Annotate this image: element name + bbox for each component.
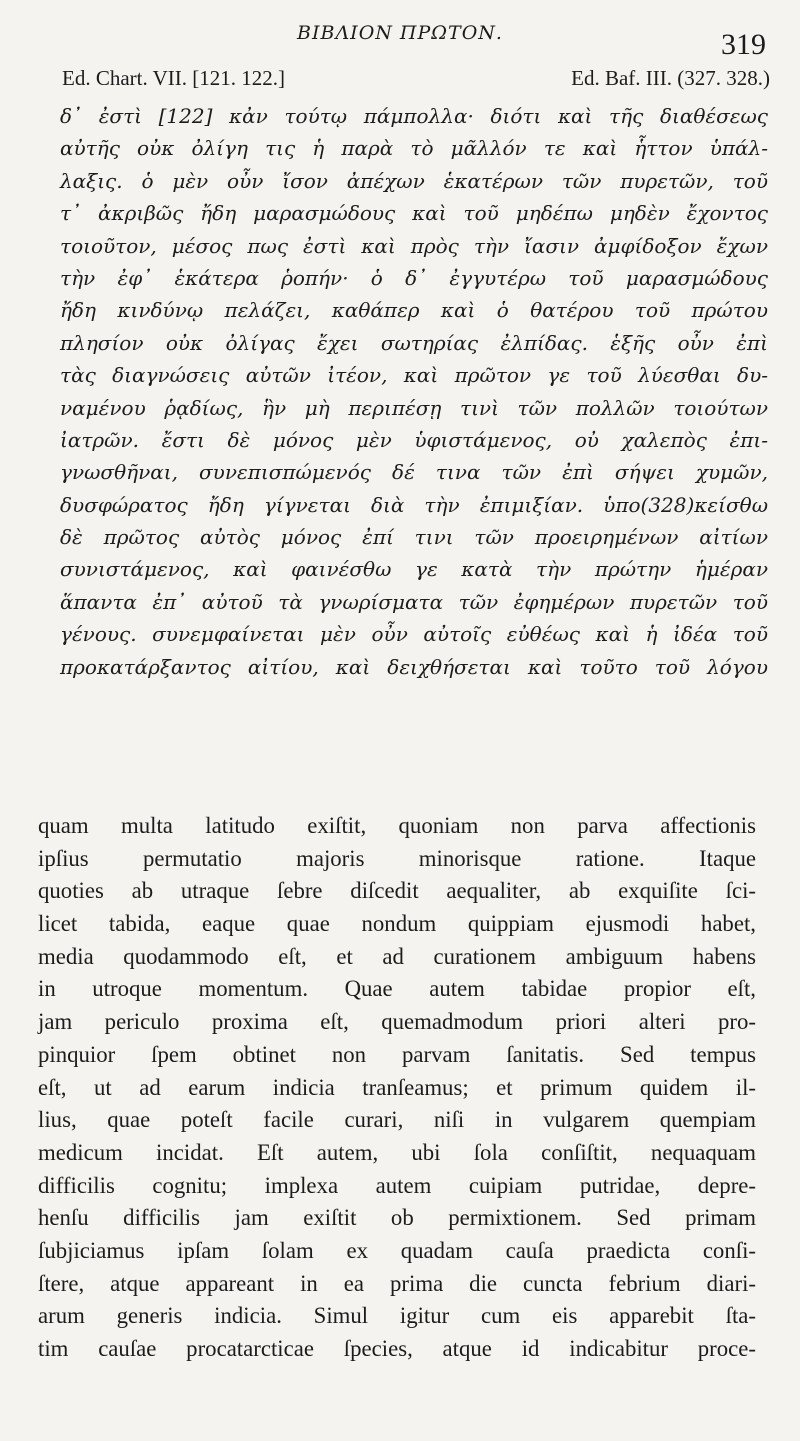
greek-text-line: ἰατρῶν. ἔστι δὲ μόνος μὲν ὑφιστάμενος, οὐ χαλεπὸς ἐπι- [60,427,768,452]
page-number: 319 [721,28,766,61]
running-title: ΒΙΒΛΙΟΝ ΠΡΩΤΟΝ. [297,22,503,44]
greek-text-line: τ᾽ ἀκριβῶς ἤδη μαρασμώδους καὶ τοῦ μηδέπω μηδὲν ἔχοντος [60,201,768,226]
latin-text-line: ipſius permutatio majoris minorisque ratione. Itaque [38,845,756,871]
latin-text-line: ſtere, atque appareant in ea prima die cuncta febrium diari- [38,1270,756,1296]
edition-references [62,66,770,91]
edition-reference-right: Ed. Baf. III. (327. 328.) [571,66,770,90]
latin-text-line: henſu difficilis jam exiſtit ob permixtionem. Sed primam [38,1205,756,1231]
latin-text-line: eſt, ut ad earum indicia tranſeamus; et primum quidem il- [38,1074,756,1100]
latin-text-line: pinquior ſpem obtinet non parvam ſanitatis. Sed tempus [38,1041,756,1067]
latin-text-line: difficilis cognitu; implexa autem cuipiam putridae, depre- [38,1172,756,1198]
latin-text-line: arum generis indicia. Simul igitur cum eis apparebit ſta- [38,1303,756,1329]
greek-text-line: γένους. συνεμφαίνεται μὲν οὖν αὐτοῖς εὐθέως καὶ ἡ ἰδέα τοῦ [60,622,768,647]
latin-text-line: media quodammodo eſt, et ad curationem ambiguum habens [38,943,756,969]
greek-text-line: τὰς διαγνώσεις αὐτῶν ἰτέον, καὶ πρῶτον γε τοῦ λύεσθαι δυ- [60,363,768,388]
latin-text-line: ſubjiciamus ipſam ſolam ex quadam cauſa praedicta conſi- [38,1237,756,1263]
greek-text-line: αὐτῆς οὐκ ὀλίγη τις ἡ παρὰ τὸ μᾶλλόν τε καὶ ἧττον ὑπάλ- [60,136,768,161]
latin-text-line: in utroque momentum. Quae autem tabidae propior eſt, [38,976,756,1002]
latin-text-block [38,810,756,1366]
greek-text-line: προκατάρξαντος αἰτίου, καὶ δειχθήσεται καὶ τοῦτο τοῦ λόγου [60,654,768,679]
latin-text-line: licet tabida, eaque quae nondum quippiam ejusmodi habet, [38,911,756,937]
greek-text-line: γνωσθῆναι, συνεπισπώμενός δέ τινα τῶν ἐπὶ σήψει χυμῶν, [60,460,768,485]
greek-text-line: λαξις. ὁ μὲν οὖν ἴσον ἀπέχων ἑκατέρων τῶν πυρετῶν, τοῦ [60,168,768,193]
greek-text-line: δ᾽ ἐστὶ [122] κἀν τούτῳ πάμπολλα· διότι καὶ τῆς διαθέσεως [60,104,768,128]
greek-text-line: τὴν ἐφ᾽ ἑκάτερα ῥοπήν· ὁ δ᾽ ἐγγυτέρω τοῦ μαρασμώδους [60,265,768,290]
latin-text-line: jam periculo proxima eſt, quemadmodum priori alteri pro- [38,1009,756,1035]
latin-text-line: tim cauſae procatarcticae ſpecies, atque id indicabitur proce- [38,1336,756,1361]
greek-text-line: πλησίον οὐκ ὀλίγας ἔχει σωτηρίας ἐλπίδας. ἑξῆς οὖν ἐπὶ [60,330,768,355]
greek-text-line: δὲ πρῶτος αὐτὸς μόνος ἐπί τινι τῶν προειρημένων αἰτίων [60,525,768,550]
greek-text-line: ναμένου ῥᾳδίως, ἣν μὴ περιπέσῃ τινὶ τῶν πολλῶν τοιούτων [60,395,768,420]
latin-text-line: quam multa latitudo exiſtit, quoniam non parva affectionis [38,813,756,838]
greek-text-line: ἅπαντα ἐπ᾽ αὐτοῦ τὰ γνωρίσματα τῶν ἐφημέρων πυρετῶν τοῦ [60,589,768,614]
latin-text-line: lius, quae poteſt facile curari, niſi in vulgarem quempiam [38,1107,756,1133]
latin-text-line: medicum incidat. Eſt autem, ubi ſola conſiſtit, nequaquam [38,1139,756,1165]
edition-reference-left: Ed. Chart. VII. [121. 122.] [62,66,285,90]
greek-text-line: συνιστάμενος, καὶ φαινέσθω γε κατὰ τὴν πρώτην ἡμέραν [60,557,768,582]
latin-text-line: quoties ab utraque ſebre diſcedit aequaliter, ab exquiſite ſci- [38,878,756,904]
greek-text-block [60,100,768,683]
greek-text-line: τοιοῦτον, μέσος πως ἐστὶ καὶ πρὸς τὴν ἴασιν ἀμφίδοξον ἔχων [60,233,768,258]
greek-text-line: ἤδη κινδύνῳ πελάζει, καθάπερ καὶ ὁ θατέρου τοῦ πρώτου [60,298,768,323]
greek-text-line: δυσφώρατος ἤδη γίγνεται διὰ τὴν ἐπιμιξίαν. ὑπο(328)κείσθω [60,492,768,517]
